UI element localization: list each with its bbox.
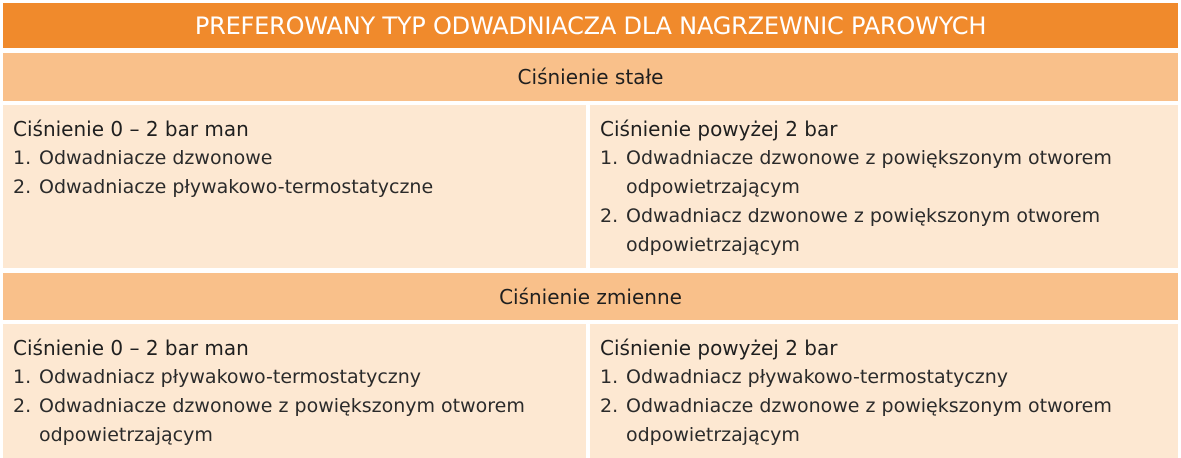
item-list — [13, 144, 574, 202]
list-item — [13, 173, 574, 202]
list-item — [600, 144, 1166, 202]
section-row-variable-pressure — [3, 324, 1178, 458]
item-number: 2. — [13, 395, 32, 417]
item-number: 2. — [13, 176, 32, 198]
item-text: Odwadniacz dzwonowe z powiększonym otworem odpowietrzającym — [626, 205, 1101, 256]
item-list — [600, 144, 1166, 260]
cell-title: Ciśnienie 0 – 2 bar man — [13, 336, 249, 360]
item-list — [600, 363, 1166, 450]
list-item — [13, 392, 574, 450]
item-text: Odwadniacz pływakowo-termostatyczny — [39, 366, 422, 388]
list-item — [600, 202, 1166, 260]
section-heading-constant-pressure — [3, 53, 1178, 101]
cell-title: Ciśnienie powyżej 2 bar — [600, 336, 838, 360]
list-item — [600, 392, 1166, 450]
item-text: Odwadniacze dzwonowe z powiększonym otworem odpowietrzającym — [626, 395, 1112, 446]
item-number: 1. — [13, 366, 32, 388]
cell-variable-low-pressure — [3, 324, 586, 458]
cell-title: Ciśnienie powyżej 2 bar — [600, 117, 838, 141]
item-text: Odwadniacze dzwonowe z powiększonym otworem odpowietrzającym — [626, 147, 1112, 198]
item-number: 1. — [600, 147, 619, 169]
item-number: 2. — [600, 205, 619, 227]
steam-trap-table — [3, 3, 1178, 458]
list-item — [600, 363, 1166, 392]
list-item — [13, 363, 574, 392]
cell-title: Ciśnienie 0 – 2 bar man — [13, 117, 249, 141]
cell-variable-high-pressure — [590, 324, 1178, 458]
item-list — [13, 363, 574, 450]
item-number: 2. — [600, 395, 619, 417]
cell-constant-high-pressure — [590, 105, 1178, 268]
item-text: Odwadniacze dzwonowe — [39, 147, 273, 169]
list-item — [13, 144, 574, 173]
section-heading-text: Ciśnienie stałe — [517, 65, 664, 89]
section-heading-text: Ciśnienie zmienne — [499, 284, 682, 309]
item-number: 1. — [600, 366, 619, 388]
section-row-constant-pressure — [3, 105, 1178, 268]
cell-constant-low-pressure — [3, 105, 586, 268]
table-title — [3, 3, 1178, 48]
section-heading-variable-pressure — [3, 273, 1178, 320]
table-title-text: PREFEROWANY TYP ODWADNIACZA DLA NAGRZEWNIC PAROWYCH — [194, 11, 987, 40]
item-text: Odwadniacz pływakowo-termostatyczny — [626, 366, 1009, 388]
item-text: Odwadniacze dzwonowe z powiększonym otworem odpowietrzającym — [39, 395, 525, 446]
item-text: Odwadniacze pływakowo-termostatyczne — [39, 176, 434, 198]
item-number: 1. — [13, 147, 32, 169]
